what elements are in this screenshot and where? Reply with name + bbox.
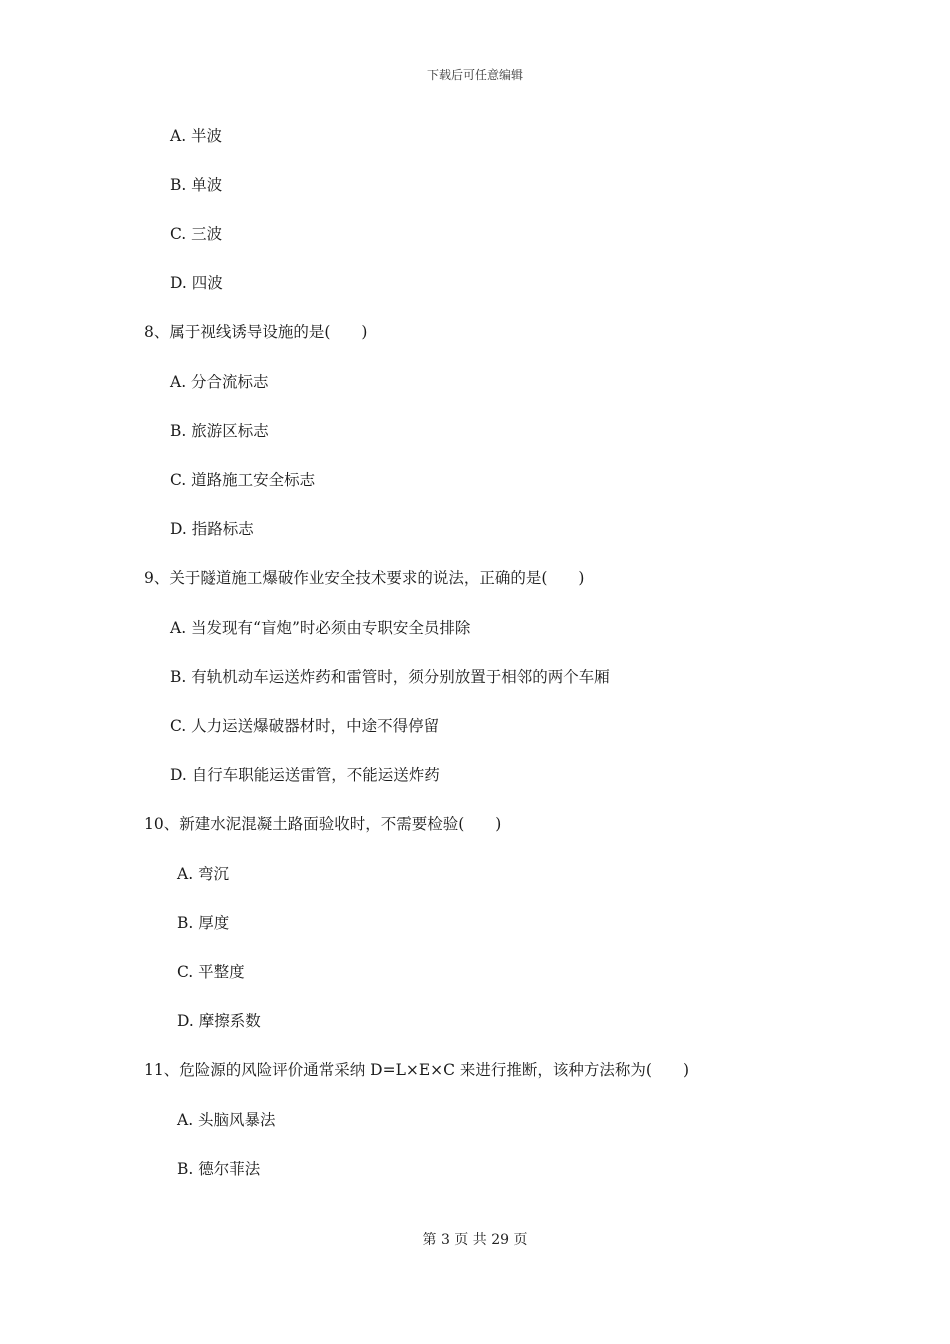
- q8-option-a: A. 分合流标志: [170, 373, 269, 391]
- question-10: 10、新建水泥混凝土路面验收时，不需要检验( ): [144, 815, 502, 833]
- q7-option-a: A. 半波: [170, 127, 223, 145]
- question-9: 9、关于隧道施工爆破作业安全技术要求的说法，正确的是( ): [144, 569, 585, 587]
- page-header: 下载后可任意编辑: [426, 68, 523, 82]
- q11-option-b: B. 德尔菲法: [177, 1160, 261, 1178]
- q10-option-a: A. 弯沉: [177, 865, 230, 883]
- q10-option-d: D. 摩擦系数: [177, 1012, 261, 1030]
- q8-option-b: B. 旅游区标志: [170, 422, 269, 440]
- q10-option-c: C. 平整度: [177, 963, 245, 981]
- q9-option-b: B. 有轨机动车运送炸药和雷管时，须分别放置于相邻的两个车厢: [170, 668, 610, 686]
- q8-option-d: D. 指路标志: [170, 520, 254, 538]
- q9-option-d: D. 自行车职能运送雷管，不能运送炸药: [170, 766, 440, 784]
- q11-option-a: A. 头脑风暴法: [177, 1111, 276, 1129]
- question-11: 11、危险源的风险评价通常采纳 D=L×E×C 来进行推断，该种方法称为( ): [144, 1061, 690, 1079]
- q9-option-a: A. 当发现有“盲炮”时必须由专职安全员排除: [170, 619, 471, 637]
- page-footer: 第 3 页 共 29 页: [422, 1232, 528, 1248]
- q7-option-b: B. 单波: [170, 176, 223, 194]
- q10-option-b: B. 厚度: [177, 914, 230, 932]
- q9-option-c: C. 人力运送爆破器材时，中途不得停留: [170, 717, 440, 735]
- q7-option-d: D. 四波: [170, 274, 223, 292]
- q8-option-c: C. 道路施工安全标志: [170, 471, 316, 489]
- q7-option-c: C. 三波: [170, 225, 223, 243]
- question-8: 8、属于视线诱导设施的是( ): [144, 323, 368, 341]
